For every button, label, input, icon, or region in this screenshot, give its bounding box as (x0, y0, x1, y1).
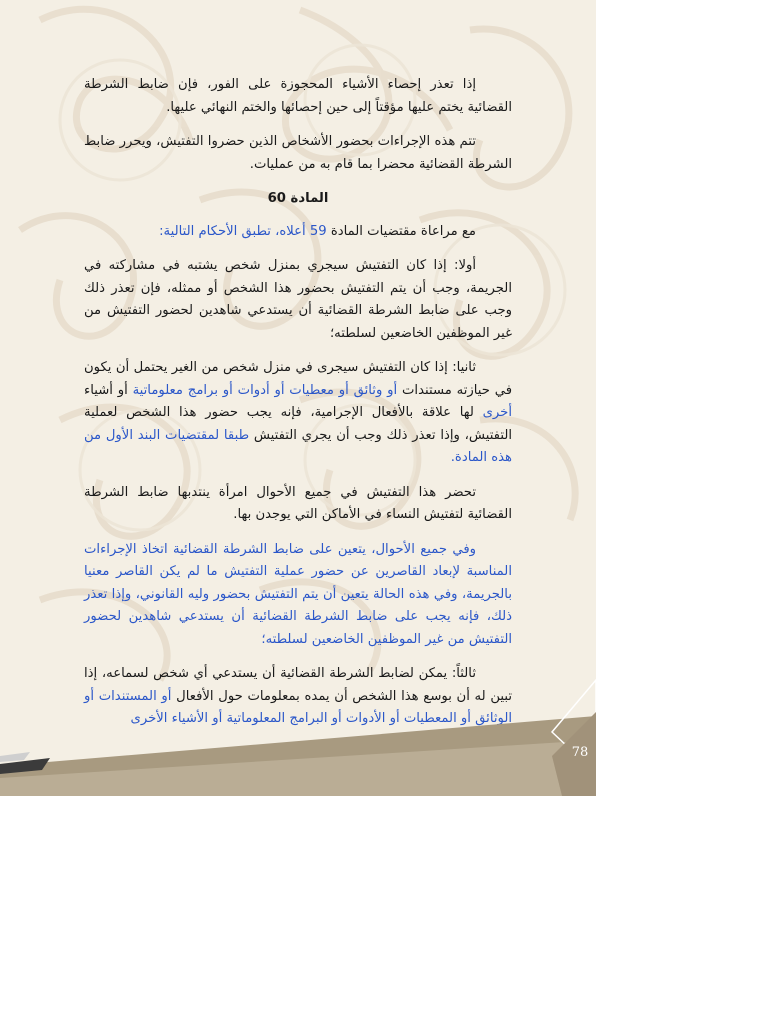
paragraph-5 (84, 357, 512, 470)
paragraph-5-text-e: لها علاقة بالأفعال الإجرامية، فإنه يجب حضور هذا الشخص لعملية التفتيش، وإذا تعذر ذلك وجب أن يجري التفتيش (84, 405, 513, 443)
paragraph-4: أولا: إذا كان التفتيش سيجري بمنزل شخص يشتبه في مشاركته في الجريمة، وجب أن يتم التفتيش بحضور هذا الشخص أو ممثله، فإن تعذر ذلك وجب على ضابط الشرطة القضائية أن يستدعي شاهدين لحضور التفتيش من غير الموظفين الخاضعين لسلطته؛ (84, 258, 512, 341)
article-heading: المادة 60 (267, 191, 329, 206)
paragraph-5-text-a: ثانيا: إذا كان التفتيش سيجرى في منزل شخص من الغير يحتمل أن يكون في حيازته مستندات (84, 360, 512, 398)
footer-stripe-light (0, 752, 30, 762)
paragraph-3 (84, 221, 512, 244)
document-body (84, 74, 512, 743)
page-number: 78 (571, 745, 589, 760)
paragraph-6: تحضر هذا التفتيش في جميع الأحوال امرأة ينتدبها ضابط الشرطة القضائية لتفتيش النساء في الأماكن التي يوجدن بها. (84, 484, 512, 522)
paragraph-8-amended-text: أو المستندات أو الوثائق أو المعطيات أو الأدوات أو البرامج المعلوماتية أو الأشياء الأخرى (84, 688, 512, 726)
paragraph-7-amended: وفي جميع الأحوال، يتعين على ضابط الشرطة القضائية اتخاذ الإجراءات المناسبة لإبعاد القاصرين عن حضور عملية التفتيش ما لم يكن القاصر معنيا بالجريمة، وفي هذه الحالة يتعين أن يتم التفتيش بحضور وليه القانوني، وإذا تعذر ذلك، فإنه يجب على ضابط الشرطة القضائية أن يستدعي شاهدين لحضور التفتيش من غير الموظفين الخاضعين لسلطته؛ (84, 541, 512, 647)
paragraph-5-amended-text-d: أخرى (482, 405, 512, 420)
paragraph-5-text-c: أو أشياء (84, 382, 133, 398)
paragraph-5-amended-text-f: طبقا لمقتضيات البند الأول من هذه المادة. (84, 427, 512, 465)
paragraph-1: إذا تعذر إحصاء الأشياء المحجوزة على الفور، فإن ضابط الشرطة القضائية يختم عليها مؤقتاً إلى حين إحصائها والختم النهائي عليها. (84, 77, 512, 115)
footer-decoration (0, 660, 596, 796)
paragraph-3-text: مع مراعاة مقتضيات المادة (326, 223, 476, 239)
paragraph-3-amended-text: 59 أعلاه، تطبق الأحكام التالية: (159, 223, 327, 239)
paragraph-8-text: ثالثاً: يمكن لضابط الشرطة القضائية أن يستدعي أي شخص لسماعه، إذا تبين له أن بوسع هذا الشخص أن يمده بمعلومات حول الأفعال (84, 666, 512, 704)
paragraph-5-amended-text-b: أو وثائق أو معطيات أو أدوات أو برامج معلوماتية (132, 382, 398, 398)
paragraph-2: تتم هذه الإجراءات بحضور الأشخاص الذين حضروا التفتيش، ويحرر ضابط الشرطة القضائية محضرا بما قام به من عمليات. (84, 134, 512, 172)
